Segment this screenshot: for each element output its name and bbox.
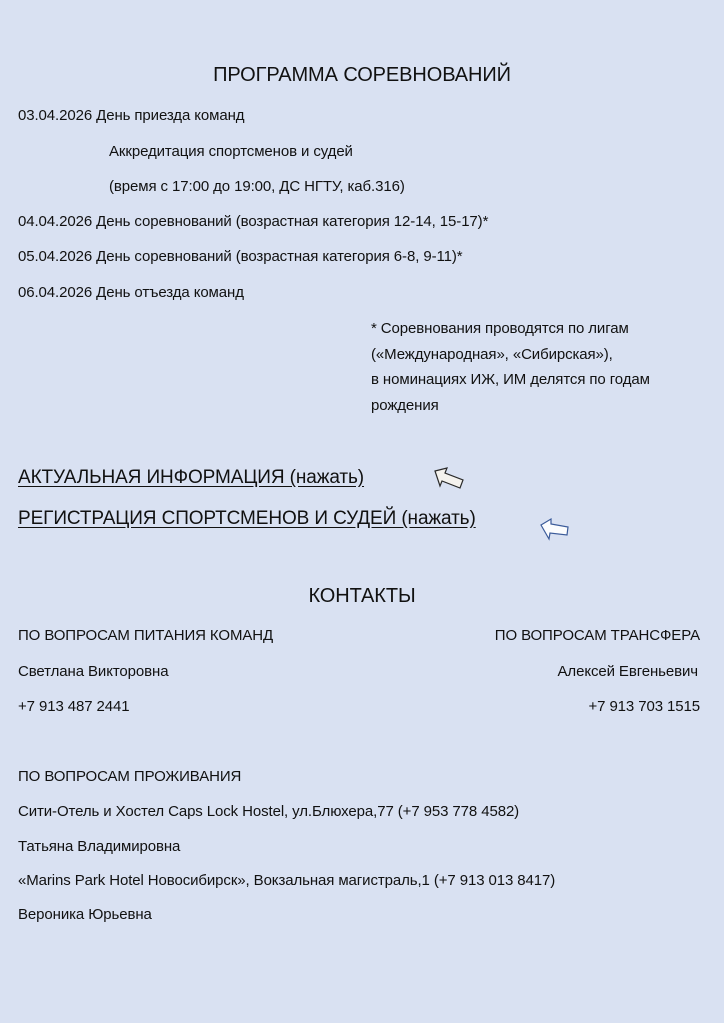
arrow-up-left-icon [538,516,572,544]
program-item: 05.04.2026 День соревнований (возрастная категория 6-8, 9-11)* [18,248,463,265]
program-title: ПРОГРАММА СОРЕВНОВАНИЙ [213,64,511,86]
program-item: (время с 17:00 до 19:00, ДС НГТУ, каб.316) [109,178,405,195]
transfer-contact-phone: +7 913 703 1515 [588,698,700,715]
accommodation-line: Вероника Юрьевна [18,906,152,923]
accommodation-line: «Marins Park Hotel Новосибирск», Вокзальная магистраль,1 (+7 913 013 8417) [18,872,556,889]
food-contact-name: Светлана Викторовна [18,663,169,680]
food-heading: ПО ВОПРОСАМ ПИТАНИЯ КОМАНД [18,627,274,644]
transfer-contact-name: Алексей Евгеньевич [557,663,698,680]
footnote-line: («Международная», «Сибирская»), [371,346,613,363]
footnote-line: * Соревнования проводятся по лигам [371,320,629,337]
accommodation-heading: ПО ВОПРОСАМ ПРОЖИВАНИЯ [18,768,242,785]
contacts-title: КОНТАКТЫ [308,585,416,607]
program-item: 03.04.2026 День приезда команд [18,107,245,124]
food-contact-phone: +7 913 487 2441 [18,698,130,715]
accommodation-line: Сити-Отель и Хостел Caps Lock Hostel, ул.Блюхера,77 (+7 953 778 4582) [18,803,520,820]
transfer-heading: ПО ВОПРОСАМ ТРАНСФЕРА [494,627,700,644]
arrow-up-left-icon [432,466,466,494]
program-item: 06.04.2026 День отъезда команд [18,284,244,301]
program-item: Аккредитация спортсменов и судей [109,143,353,160]
footnote-line: в номинациях ИЖ, ИМ делятся по годам [371,371,650,388]
program-item: 04.04.2026 День соревнований (возрастная категория 12-14, 15-17)* [18,213,489,230]
registration-link[interactable]: РЕГИСТРАЦИЯ СПОРТСМЕНОВ И СУДЕЙ (нажать) [18,508,476,529]
actual-info-link[interactable]: АКТУАЛЬНАЯ ИНФОРМАЦИЯ (нажать) [18,467,365,488]
footnote-line: рождения [371,397,439,414]
accommodation-line: Татьяна Владимировна [18,838,181,855]
